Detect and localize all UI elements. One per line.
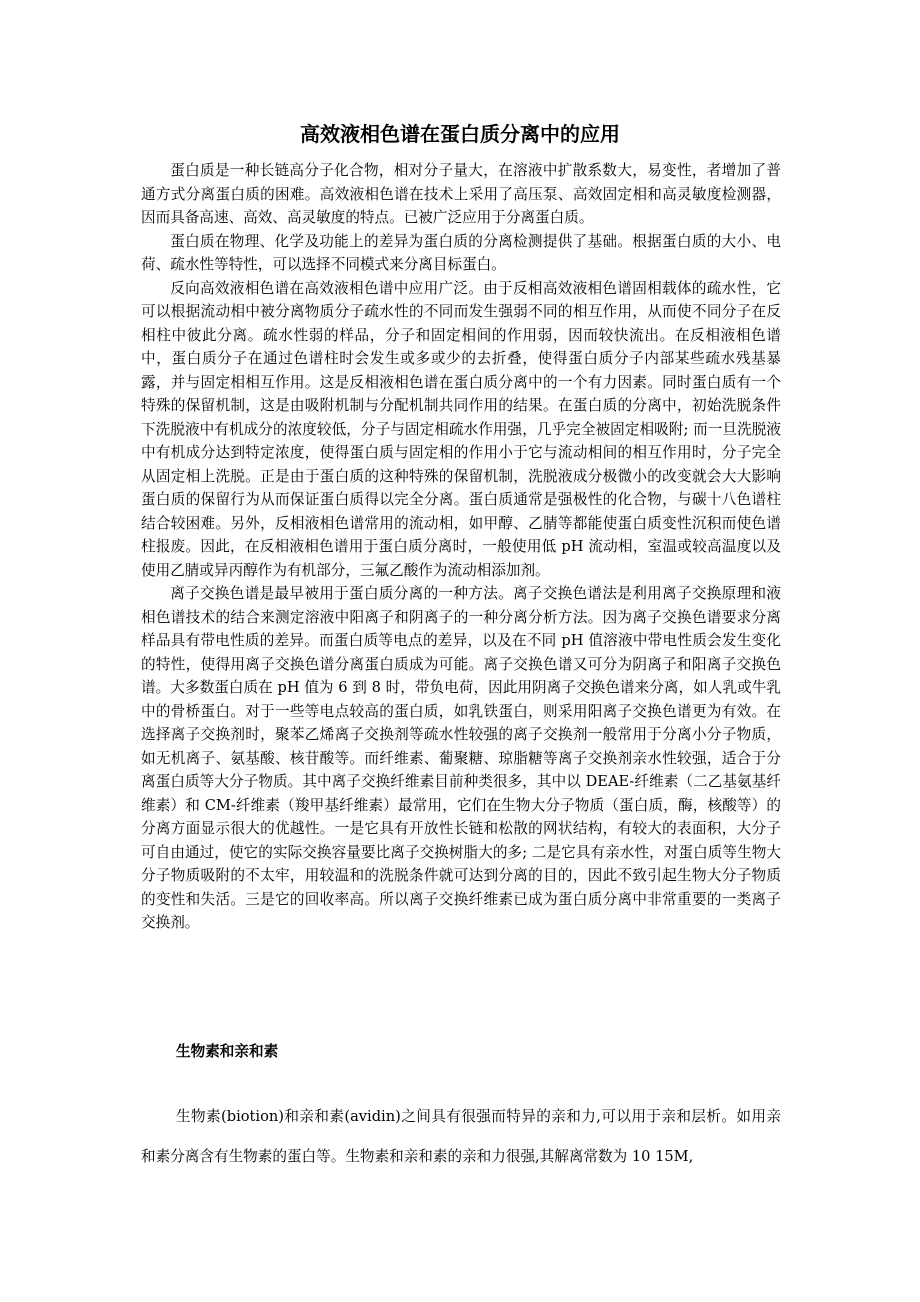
section-heading: 生物素和亲和素 [176, 1043, 279, 1060]
paragraph-ion-exchange: 离子交换色谱是最早被用于蛋白质分离的一种方法。离子交换色谱法是利用离子交换原理和液相色谱技术的结合来测定溶液中阳离子和阴离子的一种分离分析方法。因为离子交换色谱要求分离样品具有带电性质的差异。而蛋白质等电点的差异，以及在不同 pH 值溶液中带电性质会发生变化的特性，使得用离子交换色谱分离蛋白质成为可能。离子交换色谱又可分为阴离子和阳离子交换色谱。大多数蛋白质在 pH 值为 6 到 8 时，带负电荷，因此用阴离子交换色谱来分离，如人乳或牛乳中的骨桥蛋白。对于一些等电点较高的蛋白质，如乳铁蛋白，则采用阳离子交换色谱更为有效。在选择离子交换剂时，聚苯乙烯离子交换剂等疏水性较强的离子交换剂一般常用于分离小分子物质，如无机离子、氨基酸、核苷酸等。而纤维素、葡聚糖、琼脂糖等离子交换剂亲水性较强，适合于分离蛋白质等大分子物质。其中离子交换纤维素目前种类很多，其中以 DEAE-纤维素（二乙基氨基纤维素）和 CM-纤维素（羧甲基纤维素）最常用，它们在生物大分子物质（蛋白质，酶，核酸等）的分离方面显示很大的优越性。一是它具有开放性长链和松散的网状结构，有较大的表面积，大分子可自由通过，使它的实际交换容量要比离子交换树脂大的多; 二是它具有亲水性，对蛋白质等生物大分子物质吸附的不太牢，用较温和的洗脱条件就可达到分离的目的，因此不致引起生物大分子物质的变性和失活。三是它的回收率高。所以离子交换纤维素已成为蛋白质分离中非常重要的一类离子交换剂。 [141, 585, 781, 931]
document-body [141, 159, 781, 935]
document-title: 高效液相色谱在蛋白质分离中的应用 [300, 122, 620, 146]
paragraph-intro: 蛋白质是一种长链高分子化合物，相对分子量大，在溶液中扩散系数大，易变性，者增加了普通方式分离蛋白质的困难。高效液相色谱在技术上采用了高压泵、高效固定相和高灵敏度检测器，因而具备高速、高效、高灵敏度的特点。已被广泛应用于分离蛋白质。 [141, 162, 781, 226]
paragraph-reverse-phase: 反向高效液相色谱在高效液相色谱中应用广泛。由于反相高效液相色谱固相载体的疏水性，它可以根据流动相中被分离物质分子疏水性的不同而发生强弱不同的相互作用，从而使不同分子在反相柱中彼此分离。疏水性弱的样品，分子和固定相间的作用弱，因而较快流出。在反相液相色谱中，蛋白质分子在通过色谱柱时会发生或多或少的去折叠，使得蛋白质分子内部某些疏水残基暴露，并与固定相相互作用。这是反相液相色谱在蛋白质分离中的一个有力因素。同时蛋白质有一个特殊的保留机制，这是由吸附机制与分配机制共同作用的结果。在蛋白质的分离中，初始洗脱条件下洗脱液中有机成分的浓度较低，分子与固定相疏水作用强，几乎完全被固定相吸附; 而一旦洗脱液中有机成分达到特定浓度，使得蛋白质与固定相的作用小于它与流动相间的相互作用时，分子完全从固定相上洗脱。正是由于蛋白质的这种特殊的保留机制，洗脱液成分极微小的改变就会大大影响蛋白质的保留行为从而保证蛋白质得以完全分离。蛋白质通常是强极性的化合物，与碳十八色谱柱结合较困难。另外，反相液相色谱常用的流动相，如甲醇、乙腈等都能使蛋白质变性沉积而使色谱柱报废。因此，在反相液相色谱用于蛋白质分离时，一般使用低 pH 流动相，室温或较高温度以及使用乙腈或异丙醇作为有机部分，三氟乙酸作为流动相添加剂。 [141, 279, 781, 579]
paragraph-protein-differences: 蛋白质在物理、化学及功能上的差异为蛋白质的分离检测提供了基础。根据蛋白质的大小、电荷、疏水性等特性，可以选择不同模式来分离目标蛋白。 [141, 232, 781, 273]
paragraph-biotin-avidin: 生物素(biotion)和亲和素(avidin)之间具有很强而特异的亲和力,可以用于亲和层析。如用亲和素分离含有生物素的蛋白等。生物素和亲和素的亲和力很强,其解离常数为 10 15M, [141, 1108, 781, 1165]
